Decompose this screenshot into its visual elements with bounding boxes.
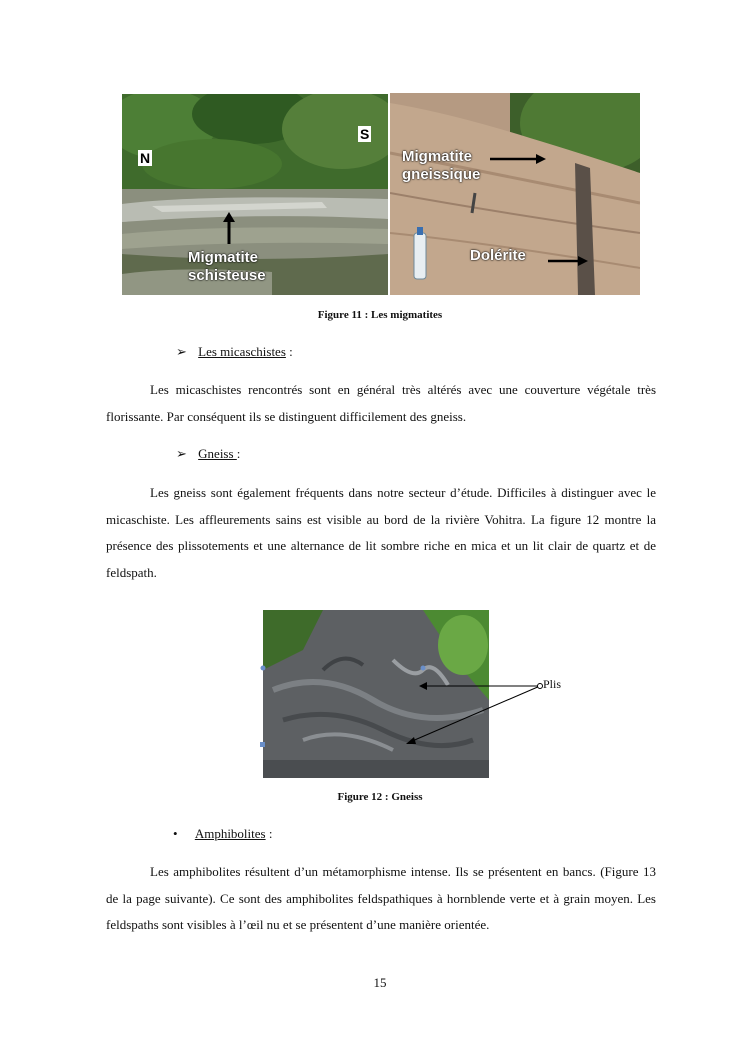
amphibolites-heading [173, 826, 272, 842]
gneiss-paragraph: Les gneiss sont également fréquents dans notre secteur d’étude. Difficiles à distinguer avec le micaschiste. Les affleurements sains est visible au bord de la rivière Vohitra. La figure 12 montre la présence des plissotements et une alternance de lit sombre riche en mica et un lit clair de quartz et de feldspath. [106, 485, 656, 580]
dolerite-label: Dolérite [470, 247, 526, 264]
plis-label: Plis [543, 677, 562, 691]
label-line-2: gneissique [402, 166, 481, 183]
gneiss-title: Gneiss [198, 446, 237, 461]
label-line-2: schisteuse [188, 267, 266, 284]
micaschistes-heading [176, 344, 293, 360]
migmatite-gneissique-label [402, 148, 480, 184]
arrow-bullet-icon: ➢ [176, 344, 187, 359]
micaschistes-paragraph: Les micaschistes rencontrés sont en général très altérés avec une couverture végétale très florissante. Par conséquent ils se distinguent difficilement des gneiss. [106, 382, 656, 424]
label-line-1: Migmatite [402, 148, 473, 165]
plis-annotation-arrows [255, 660, 575, 780]
amphibolites-title: Amphibolites [194, 826, 266, 841]
page-number: 15 [373, 975, 387, 990]
arrow-bullet-icon: ➢ [176, 446, 187, 461]
heading-colon: : [236, 446, 241, 461]
heading-colon: : [265, 826, 273, 841]
figure-11-caption: Figure 11 : Les migmatites [317, 309, 443, 321]
gneiss-heading [176, 446, 240, 462]
south-label: S [360, 126, 370, 142]
north-label: N [140, 150, 151, 166]
figure-11-left-photo [122, 94, 388, 295]
amphibolites-paragraph: Les amphibolites résultent d’un métamorphisme intense. Ils se présentent en bancs. (Figure 13 de la page suivante). Ce sont des amphibolites feldspathiques à hornblende verte et à grain moyen. Les feldspaths sont visibles à l’œil nu et se présentent d’une manière orientée. [106, 864, 656, 932]
dot-bullet-icon: • [173, 826, 178, 841]
figure-12-caption: Figure 12 : Gneiss [337, 791, 423, 803]
migmatite-schisteuse-label [188, 249, 266, 285]
figure-11-right-photo [390, 93, 640, 295]
label-line-1: Migmatite [188, 249, 259, 266]
micaschistes-title: Les micaschistes [198, 344, 286, 359]
heading-colon: : [285, 344, 293, 359]
